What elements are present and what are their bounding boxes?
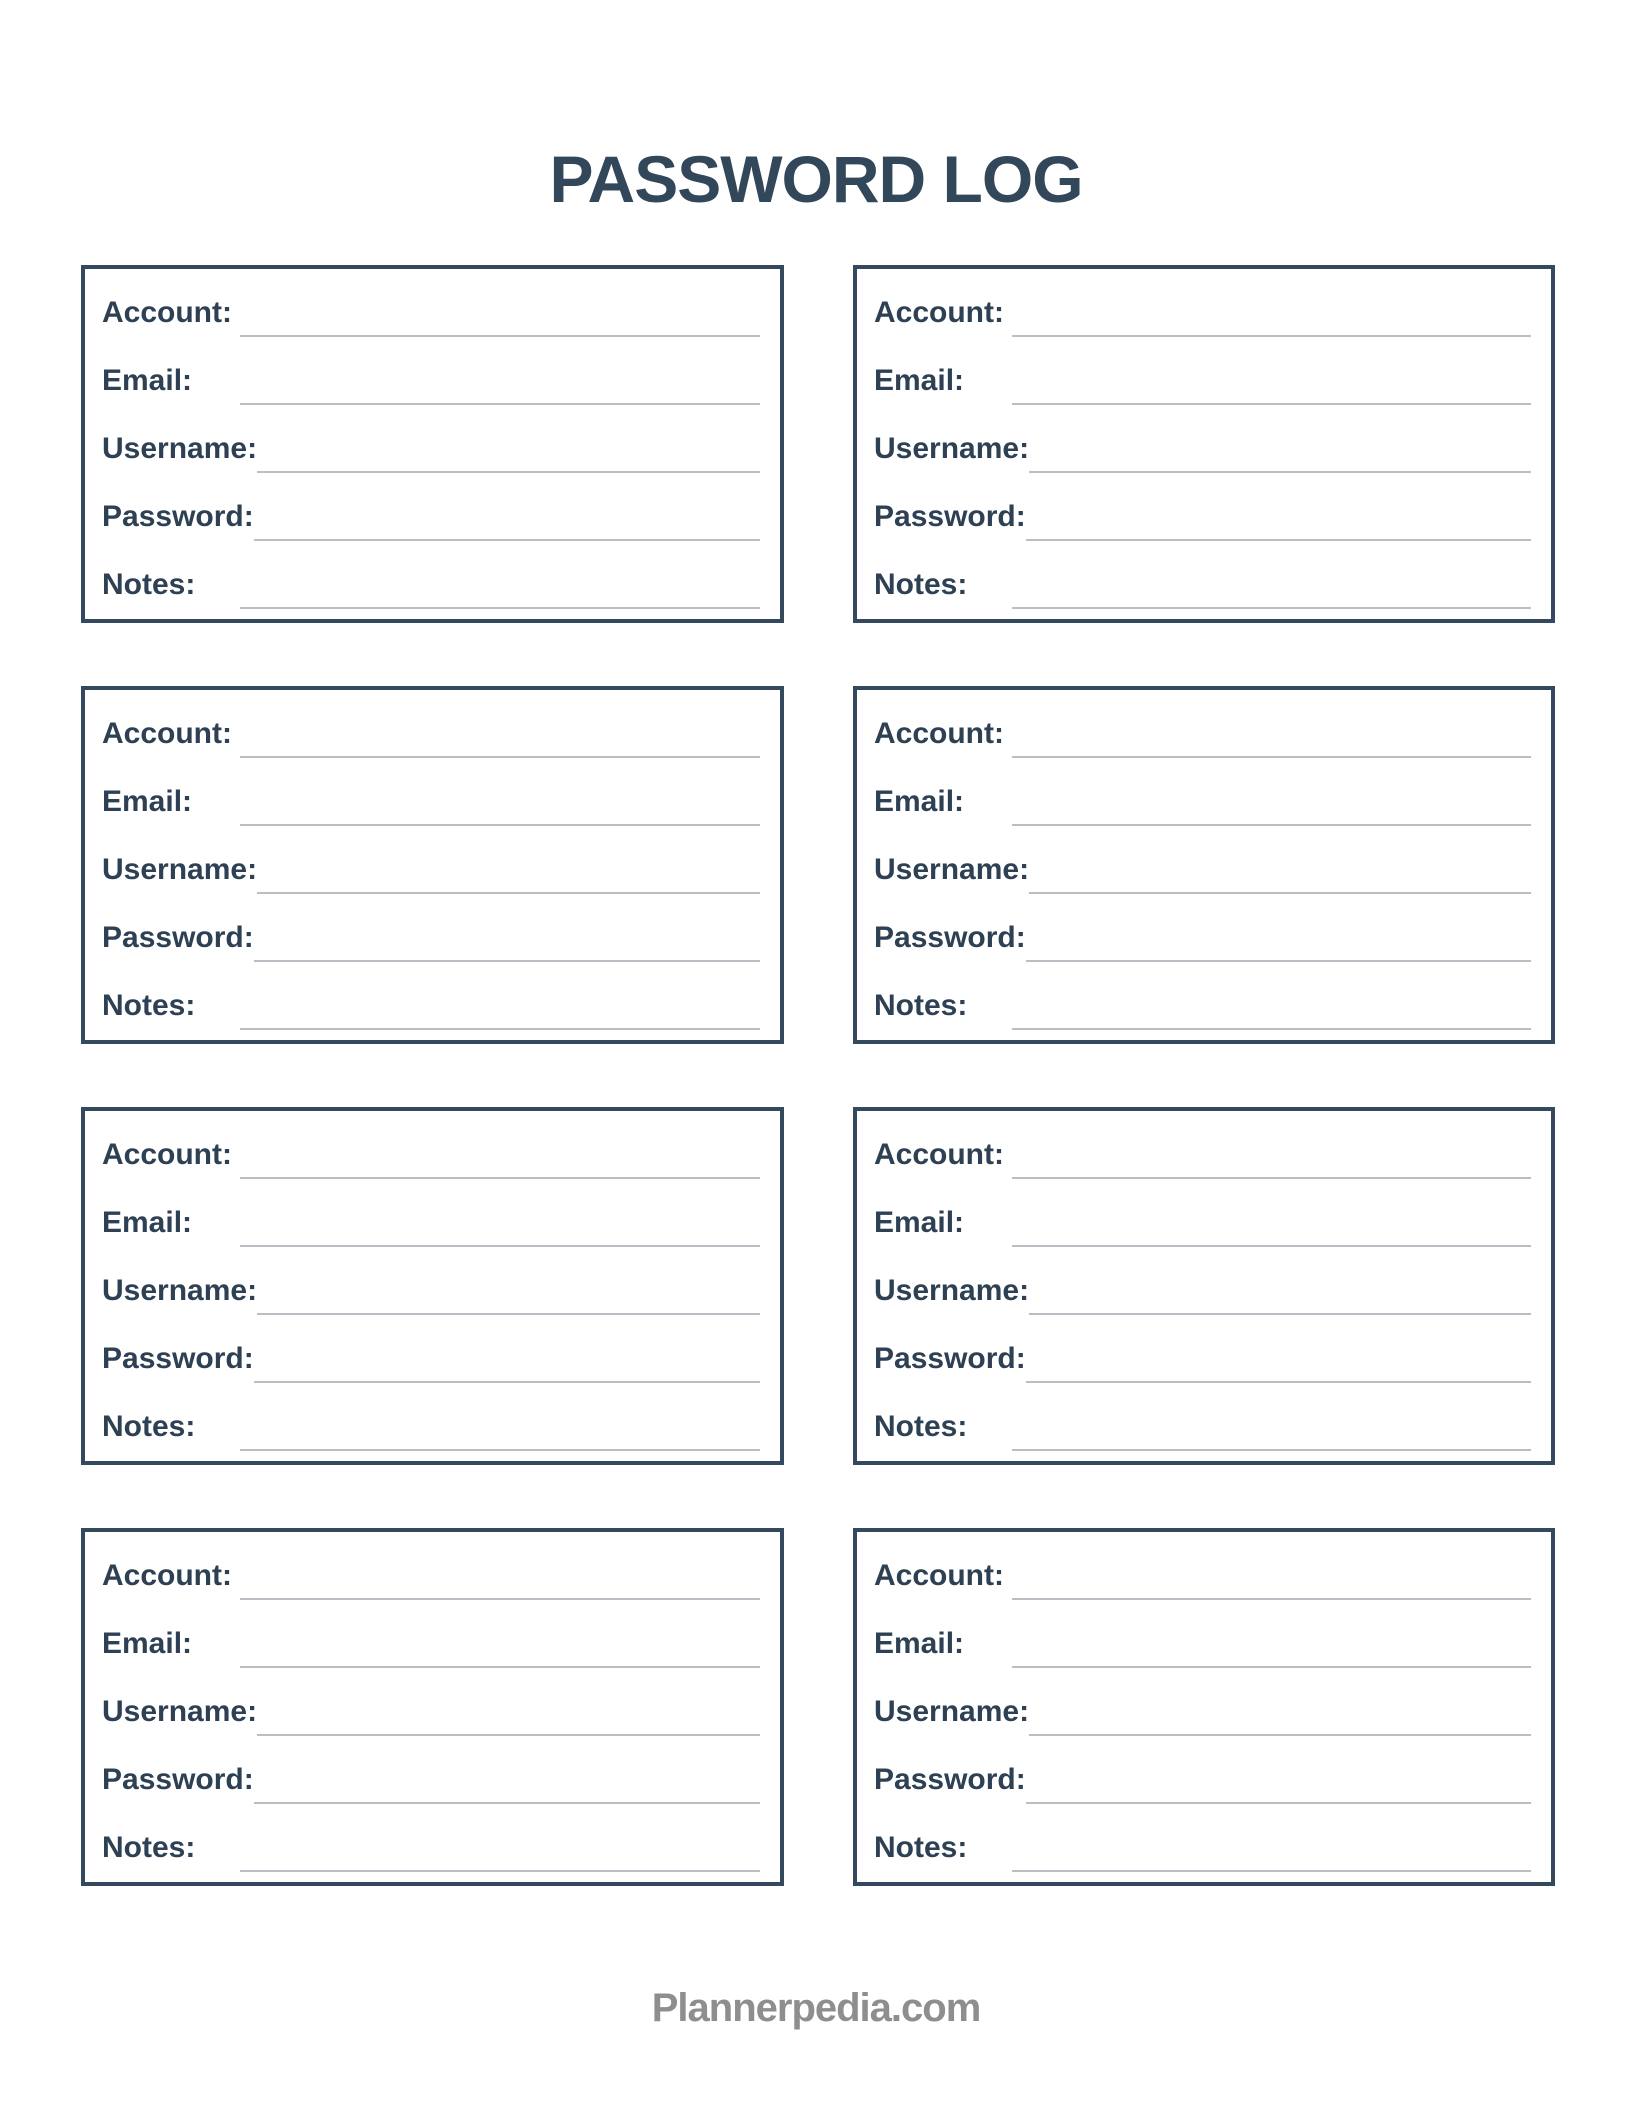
field-blank-line [1012,1628,1531,1668]
card-field-row [874,1315,1531,1383]
field-blank-line [1029,854,1531,894]
field-label: Email: [874,785,965,818]
field-label: Username: [874,853,1030,886]
card-field-row [102,826,760,894]
field-label: Account: [102,1138,232,1171]
field-label: Username: [102,1274,258,1307]
card-field-row [102,1804,760,1872]
card-field-row [874,1532,1531,1600]
field-blank-line [1012,1139,1531,1179]
field-blank-line [240,1628,760,1668]
field-blank-line [1029,1696,1531,1736]
field-blank-line [1029,1275,1531,1315]
field-label: Notes: [874,1410,968,1443]
card-field-row [874,894,1531,962]
card-field-row [874,1383,1531,1451]
field-label: Email: [102,364,193,397]
card-field-row [102,541,760,609]
password-card [81,265,784,623]
card-field-row [102,1383,760,1451]
field-label: Password: [102,500,254,533]
card-field-row [102,1600,760,1668]
field-label: Account: [102,717,232,750]
field-label: Account: [102,1559,232,1592]
field-label: Password: [874,921,1026,954]
card-field-row [874,337,1531,405]
card-field-row [102,1179,760,1247]
field-label: Password: [102,1342,254,1375]
field-blank-line [1012,1207,1531,1247]
field-blank-line [254,501,760,541]
field-blank-line [1026,1764,1531,1804]
field-label: Username: [102,432,258,465]
password-cards-grid [81,265,1555,1886]
field-blank-line [240,718,760,758]
card-field-row [102,1247,760,1315]
field-blank-line [1012,365,1531,405]
card-field-row [874,758,1531,826]
card-field-row [102,405,760,473]
field-blank-line [240,297,760,337]
field-blank-line [1012,1411,1531,1451]
password-card [853,1107,1555,1465]
card-field-row [102,269,760,337]
field-label: Password: [102,1763,254,1796]
page-title: PASSWORD LOG [549,142,1083,217]
field-label: Username: [102,1695,258,1728]
card-field-row [874,1736,1531,1804]
field-blank-line [257,433,760,473]
field-label: Email: [102,785,193,818]
field-blank-line [240,569,760,609]
field-blank-line [1012,990,1531,1030]
field-label: Account: [102,296,232,329]
card-field-row [874,1600,1531,1668]
password-card [853,1528,1555,1886]
field-blank-line [240,990,760,1030]
card-field-row [874,1247,1531,1315]
password-card [81,1107,784,1465]
field-label: Email: [874,1206,965,1239]
field-blank-line [1012,297,1531,337]
card-field-row [874,269,1531,337]
field-label: Email: [874,364,965,397]
field-label: Notes: [874,989,968,1022]
field-blank-line [254,922,760,962]
card-field-row [874,1668,1531,1736]
field-blank-line [240,1139,760,1179]
card-field-row [102,690,760,758]
card-field-row [102,1111,760,1179]
field-blank-line [1026,1343,1531,1383]
field-blank-line [1026,922,1531,962]
field-label: Account: [874,1559,1004,1592]
card-field-row [102,1736,760,1804]
field-blank-line [240,1207,760,1247]
card-field-row [102,1668,760,1736]
field-blank-line [257,1275,760,1315]
field-blank-line [240,365,760,405]
field-label: Notes: [102,1831,196,1864]
card-field-row [874,1179,1531,1247]
card-field-row [102,1532,760,1600]
field-blank-line [1012,569,1531,609]
field-label: Account: [874,296,1004,329]
card-field-row [102,758,760,826]
password-card [853,265,1555,623]
field-blank-line [240,1560,760,1600]
field-label: Username: [102,853,258,886]
field-label: Account: [874,1138,1004,1171]
field-label: Username: [874,1274,1030,1307]
card-field-row [874,962,1531,1030]
password-card [853,686,1555,1044]
field-label: Email: [102,1627,193,1660]
card-field-row [874,1111,1531,1179]
password-card [81,1528,784,1886]
card-field-row [102,473,760,541]
field-blank-line [240,1411,760,1451]
field-label: Password: [874,1342,1026,1375]
field-blank-line [254,1764,760,1804]
field-label: Password: [102,921,254,954]
field-label: Username: [874,432,1030,465]
field-label: Account: [874,717,1004,750]
field-blank-line [1012,1560,1531,1600]
field-label: Password: [874,500,1026,533]
field-blank-line [254,1343,760,1383]
field-blank-line [257,1696,760,1736]
field-label: Username: [874,1695,1030,1728]
card-field-row [874,826,1531,894]
card-field-row [874,690,1531,758]
card-field-row [102,962,760,1030]
field-label: Notes: [102,568,196,601]
card-field-row [102,894,760,962]
footer-site-name: Plannerpedia.com [651,1986,981,2030]
card-field-row [874,1804,1531,1872]
card-field-row [874,473,1531,541]
field-label: Notes: [102,1410,196,1443]
card-field-row [874,405,1531,473]
field-label: Notes: [874,1831,968,1864]
field-blank-line [257,854,760,894]
field-blank-line [240,786,760,826]
field-label: Email: [102,1206,193,1239]
field-blank-line [1012,718,1531,758]
field-blank-line [1029,433,1531,473]
field-label: Notes: [102,989,196,1022]
field-label: Password: [874,1763,1026,1796]
field-label: Notes: [874,568,968,601]
password-card [81,686,784,1044]
card-field-row [102,1315,760,1383]
card-field-row [102,337,760,405]
field-label: Email: [874,1627,965,1660]
card-field-row [874,541,1531,609]
field-blank-line [240,1832,760,1872]
field-blank-line [1012,786,1531,826]
field-blank-line [1012,1832,1531,1872]
field-blank-line [1026,501,1531,541]
